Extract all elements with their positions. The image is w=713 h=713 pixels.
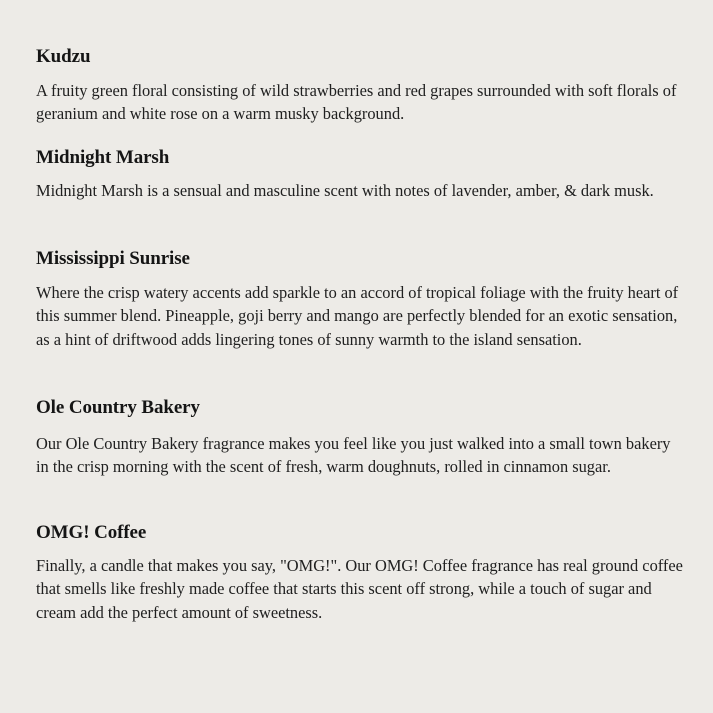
fragrance-entry-omg-coffee [36,521,686,624]
fragrance-title: Midnight Marsh [36,147,170,168]
fragrance-entry-mississippi-sunrise [36,247,686,351]
fragrance-entry-ole-country-bakery [36,396,686,479]
fragrance-description: A fruity green floral consisting of wild strawberries and red grapes surrounded with soft florals of geranium and white rose on a warm musky background. [36,81,677,124]
fragrance-title: Ole Country Bakery [36,397,200,418]
fragrance-description: Midnight Marsh is a sensual and masculine scent with notes of lavender, amber, & dark musk. [36,181,654,200]
fragrance-description: Our Ole Country Bakery fragrance makes you feel like you just walked into a small town bakery in the crisp morning with the scent of fresh, warm doughnuts, rolled in cinnamon sugar. [36,434,671,477]
fragrance-description: Where the crisp watery accents add sparkle to an accord of tropical foliage with the fruity heart of this summer blend. Pineapple, goji berry and mango are perfectly blended for an exotic sensation, as a hint of driftwood adds lingering tones of sunny warmth to the island sensation. [36,283,679,349]
fragrance-title: Kudzu [36,46,91,67]
fragrance-title: Mississippi Sunrise [36,248,190,269]
fragrance-title: OMG! Coffee [36,522,147,543]
fragrance-description: Finally, a candle that makes you say, "OMG!". Our OMG! Coffee fragrance has real ground coffee that smells like freshly made coffee that starts this scent off strong, while a touch of sugar and cream add the perfect amount of sweetness. [36,556,683,622]
fragrance-entry-midnight-marsh [36,146,686,202]
fragrance-entry-kudzu [36,45,686,126]
